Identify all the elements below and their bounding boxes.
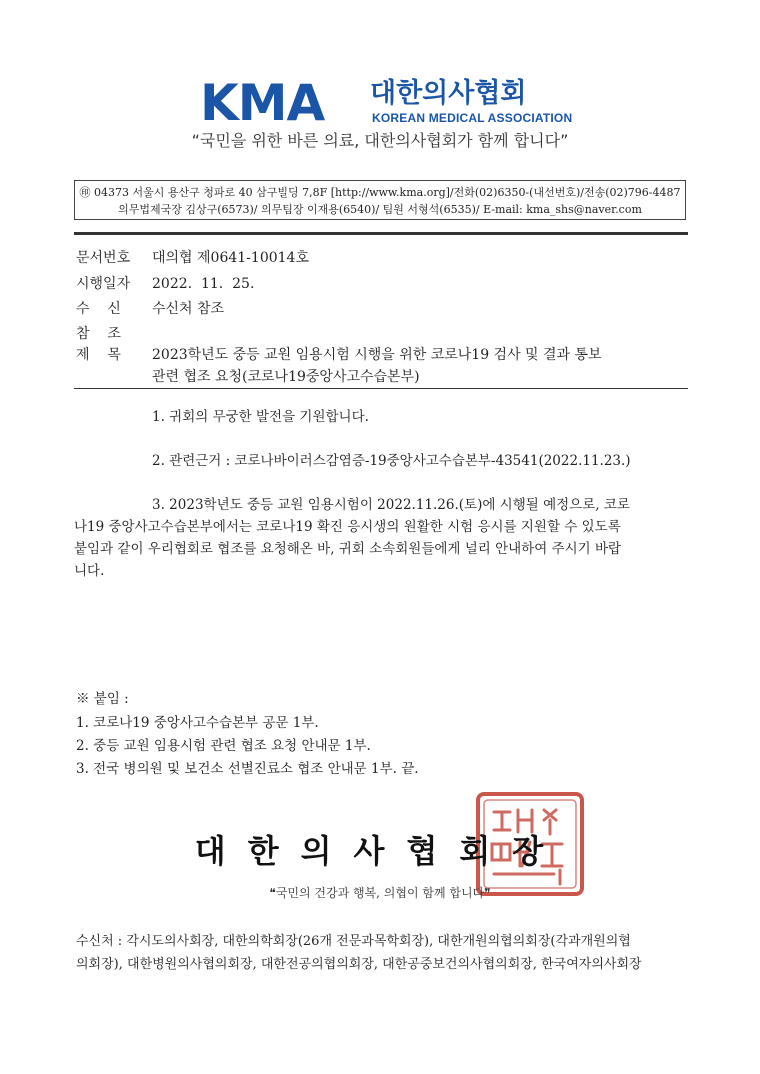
body-paragraph-2: 2. 관련근거 : 코로나바이러스감염증-19중앙사고수습본부-43541(2022.11.23.) [152, 453, 631, 469]
subject-label: 제 목 [76, 347, 121, 363]
contact-line-staff: 의무법제국장 김상구(6573)/ 의무팀장 이재용(6540)/ 팀원 서형석(6535)/ E-mail: kma_shs@naver.com [118, 203, 642, 216]
kma-logo: KMA [200, 74, 325, 132]
attachment-item-1: 1. 코로나19 중앙사고수습본부 공문 1부. [76, 715, 319, 731]
doc-number-value: 대의협 제0641-10014호 [152, 250, 309, 266]
org-name-english: KOREAN MEDICAL ASSOCIATION [372, 111, 573, 125]
body-paragraph-3-line-3: 붙임과 같이 우리협회로 협조를 요청해온 바, 귀회 소속회원들에게 널리 안내하여 주시기 바랍 [74, 541, 622, 557]
date-label: 시행일자 [76, 276, 131, 292]
date-value: 2022. 11. 25. [152, 276, 255, 292]
signatory-title: 대한의사협회장 [194, 832, 566, 870]
recipients-list [76, 930, 688, 976]
recipients-line-1: 수신처 : 각시도의사회장, 대한의학회장(26개 전문과목학회장), 대한개원의협의회장(각과개원의협 [76, 934, 631, 949]
reference-row [76, 324, 152, 344]
recipient-label: 수 신 [76, 301, 121, 317]
recipient-value: 수신처 참조 [152, 301, 225, 317]
attachment-item-3: 3. 전국 병의원 및 보건소 선별진료소 협조 안내문 1부. 끝. [76, 761, 419, 777]
doc-number-label: 문서번호 [76, 250, 131, 266]
recipients-line-2: 의회장), 대한병원의사협의회장, 대한전공의협의회장, 대한공중보건의사협의회장, 한국여자의사회장 [76, 957, 642, 972]
attachments-heading: ※ 붙임 : [76, 691, 129, 707]
contact-line-address: ㊞ 04373 서울시 용산구 청파로 40 삼구빌딩 7,8F [http://www.kma.org]/전화(02)6350-(내선번호)/전송(02)796-4487 [79, 186, 681, 199]
attachment-item-2: 2. 중등 교원 임용시험 관련 협조 요청 안내문 1부. [76, 738, 371, 754]
body-paragraph-3-line-4: 니다. [74, 563, 105, 579]
association-motto: ❝국민의 건강과 행복, 의협이 함께 합니다❞ [269, 886, 491, 900]
date-row [76, 274, 254, 294]
body-paragraph-1: 1. 귀회의 무궁한 발전을 기원합니다. [152, 409, 369, 425]
body-paragraph-3-line-2: 나19 중앙사고수습본부에서는 코로나19 확진 응시생의 원활한 시험 응시를 지원할 수 있도록 [74, 519, 621, 535]
subject-line-2: 관련 협조 요청(코로나19중앙사고수습본부) [152, 369, 420, 385]
org-name-korean: 대한의사협회 [370, 78, 527, 109]
subject-row [76, 345, 602, 365]
body-paragraph-3-line-1: 3. 2023학년도 중등 교원 임용시험이 2022.11.26.(토)에 시행될 예정으로, 코로 [152, 497, 630, 513]
header-slogan: “국민을 위한 바른 의료, 대한의사협회가 함께 합니다” [191, 131, 569, 150]
doc-number-row [76, 248, 309, 268]
reference-label: 참 조 [76, 326, 121, 342]
subject-divider [74, 388, 688, 389]
contact-info-box [74, 180, 686, 220]
header-divider [74, 232, 688, 235]
recipient-row [76, 299, 224, 319]
subject-line-1: 2023학년도 중등 교원 임용시험 시행을 위한 코로나19 검사 및 결과 통보 [152, 347, 602, 363]
